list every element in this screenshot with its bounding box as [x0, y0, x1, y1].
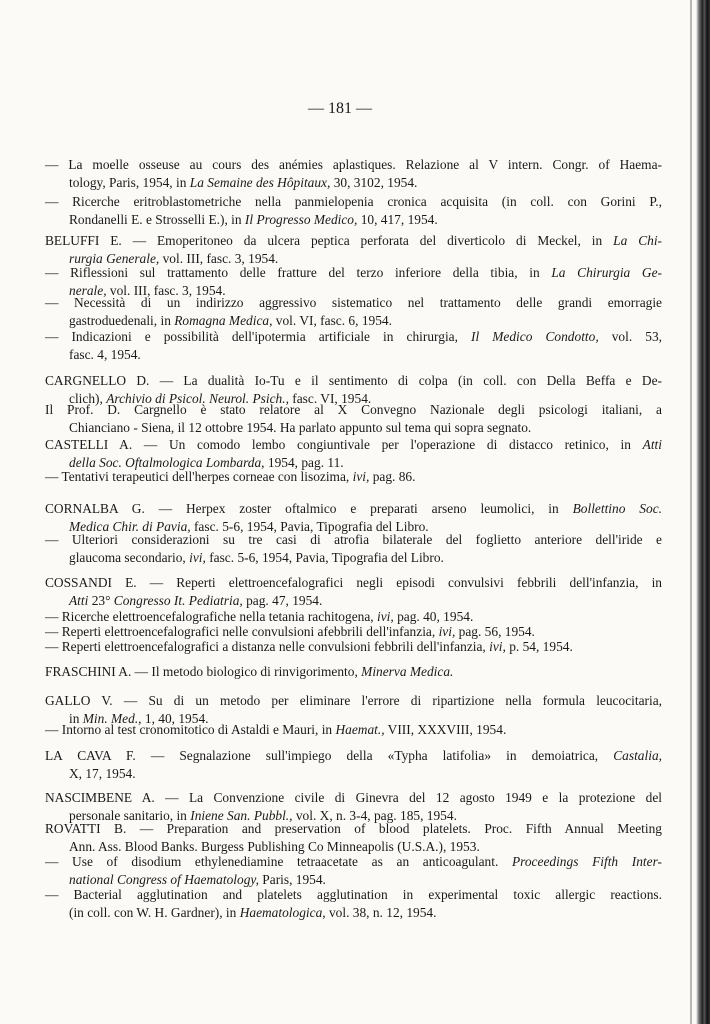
- entry-first-line: [45, 638, 662, 656]
- entry-continuation-line: [45, 174, 662, 192]
- italic-title-text: Congresso It. Pediatria,: [113, 592, 243, 608]
- entry-text: fasc. 4, 1954.: [69, 346, 141, 362]
- entry-first-line: [45, 531, 662, 549]
- entry-text: — Indicazioni e possibilità dell'ipotermia artificiale in chirurgia,: [45, 329, 472, 344]
- entry-continuation-line: [45, 211, 662, 229]
- bibliography-entry: [45, 294, 662, 329]
- entry-text: — Necessità di un indirizzo aggressivo sistematico nel trattamento delle grandi emorragie: [45, 295, 662, 310]
- entry-text: — Reperti elettroencefalografici a distanza nelle convulsioni febbrili dell'infanzia,: [45, 639, 490, 654]
- page-number: — 181 —: [308, 100, 372, 117]
- entry-first-line: [45, 232, 662, 250]
- italic-title-text: della Soc. Oftalmologica Lombarda,: [69, 454, 265, 470]
- entry-text: vol. 38, n. 12, 1954.: [325, 904, 437, 920]
- entry-continuation-line: [45, 419, 662, 437]
- italic-title-text: Archivio di Psicol. Neurol. Psich.,: [106, 390, 289, 406]
- entry-text: pag. 40, 1954.: [393, 609, 474, 624]
- entry-text: 10, 417, 1954.: [357, 211, 438, 227]
- italic-title-text: Bollettino Soc.: [572, 501, 662, 516]
- italic-title-text: ivi,: [189, 549, 206, 565]
- bibliography-entry: [45, 500, 662, 535]
- bibliography-entry: [45, 574, 662, 609]
- entry-first-line: [45, 264, 662, 282]
- entry-text: VIII, XXXVIII, 1954.: [384, 722, 507, 737]
- italic-title-text: Il Medico Condotto,: [471, 329, 599, 344]
- bibliography-entry: [45, 193, 662, 228]
- entry-first-line: [45, 328, 662, 346]
- italic-title-text: Minerva Medica.: [361, 664, 454, 679]
- entry-text: in: [69, 710, 83, 726]
- bibliography-entry: [45, 747, 662, 782]
- entry-text: — Ricerche eritroblastometriche nella panmielopenia cronica acquisita (in coll. con Gorini P.,: [45, 194, 662, 209]
- entry-text: FRASCHINI A. — Il metodo biologico di rinvigorimento,: [45, 664, 362, 679]
- entry-first-line: [45, 436, 662, 454]
- italic-title-text: Min. Med.,: [82, 710, 142, 726]
- bibliography-entry: [45, 886, 662, 921]
- bibliography-entry: [45, 531, 662, 566]
- bibliography-entry: [45, 820, 662, 855]
- italic-title-text: ivi,: [352, 469, 370, 484]
- entry-text: LA CAVA F. — Segnalazione sull'impiego della «Typha latifolia» in demoiatrica,: [45, 748, 614, 763]
- entry-text: 23°: [88, 592, 114, 608]
- entry-text: X, 17, 1954.: [69, 765, 136, 781]
- bibliography-entry: [45, 401, 662, 436]
- italic-title-text: Haemat.,: [335, 722, 385, 737]
- entry-text: Paris, 1954.: [258, 871, 326, 887]
- bibliography-entry: [45, 232, 662, 267]
- entry-text: — Riflessioni sul trattamento delle fratture del terzo inferiore della tibia, in: [45, 265, 552, 280]
- entry-text: — Use of disodium ethylenediamine tetraacetate as an anticoagulant.: [45, 854, 512, 869]
- bibliography-entry: [45, 328, 662, 363]
- italic-title-text: ivi,: [489, 639, 506, 654]
- entry-text: 1954, pag. 11.: [264, 454, 344, 470]
- entry-text: 1, 40, 1954.: [141, 710, 209, 726]
- entry-text: — Ricerche elettroencefalografiche nella tetania rachitogena,: [45, 609, 377, 624]
- italic-title-text: La Chi-: [613, 233, 662, 248]
- entry-first-line: [45, 574, 662, 592]
- entry-continuation-line: [45, 592, 662, 610]
- entry-text: GALLO V. — Su di un metodo per eliminare l'errore di ripartizione nella formula leucocitaria,: [45, 693, 662, 708]
- entry-first-line: [45, 372, 662, 390]
- entry-text: pag. 86.: [369, 469, 416, 484]
- italic-title-text: Proceedings Fifth Inter-: [511, 854, 663, 869]
- entry-first-line: [45, 500, 662, 518]
- bibliography-entry: [45, 638, 662, 656]
- entry-first-line: [45, 156, 662, 174]
- entry-text: — Ulteriori considerazioni su tre casi di atrofia bilaterale del foglietto anteriore dell'iride e: [45, 532, 662, 547]
- italic-title-text: Haematologica,: [239, 904, 326, 920]
- entry-first-line: [45, 468, 662, 486]
- entry-continuation-line: [45, 549, 662, 567]
- bibliography-entry: [45, 721, 662, 739]
- entry-text: Rondanelli E. e Strosselli E.), in: [69, 211, 245, 227]
- italic-title-text: La Semaine des Hôpitaux,: [189, 174, 331, 190]
- bibliography-entry: [45, 663, 662, 681]
- scanned-page-edge-line: [690, 0, 692, 1024]
- bibliography-entry: [45, 789, 662, 824]
- entry-text: CORNALBA G. — Herpex zoster oftalmico e preparati arseno leumolici, in: [45, 501, 573, 516]
- entry-text: vol. 53,: [598, 329, 662, 344]
- entry-text: NASCIMBENE A. — La Convenzione civile di Ginevra del 12 agosto 1949 e la protezione del: [45, 790, 662, 805]
- bibliography-entry: [45, 468, 662, 486]
- entry-continuation-line: [45, 904, 662, 922]
- italic-title-text: ivi,: [438, 624, 456, 639]
- entry-first-line: [45, 401, 662, 419]
- italic-title-text: rurgia Generale,: [69, 250, 160, 266]
- entry-text: (in coll. con W. H. Gardner), in: [69, 904, 240, 920]
- italic-title-text: Il Progresso Medico,: [244, 211, 358, 227]
- entry-text: Ann. Ass. Blood Banks. Burgess Publishing Co Minneapolis (U.S.A.), 1953.: [69, 838, 480, 854]
- entry-text: CARGNELLO D. — La dualità Io-Tu e il sentimento di colpa (in coll. con Della Beffa e De-: [45, 373, 662, 388]
- entry-text: fasc. 5-6, 1954, Pavia, Tipografia del Libro.: [205, 549, 444, 565]
- entry-text: — Intorno al test cronomitotico di Astaldi e Mauri, in: [45, 722, 336, 737]
- italic-title-text: ivi,: [376, 609, 394, 624]
- italic-title-text: nerale,: [69, 282, 107, 298]
- entry-first-line: [45, 692, 662, 710]
- entry-first-line: [45, 747, 662, 765]
- italic-title-text: Romagna Medica,: [174, 312, 273, 328]
- entry-text: — La moelle osseuse au cours des anémies aplastiques. Relazione al V intern. Congr. of Haema-: [45, 157, 662, 172]
- entry-text: — Reperti elettroencefalografici nelle convulsioni afebbrili dell'infanzia,: [45, 624, 439, 639]
- entry-continuation-line: [45, 312, 662, 330]
- scanned-page-edge: [696, 0, 710, 1024]
- entry-text: pag. 56, 1954.: [455, 624, 535, 639]
- entry-text: CASTELLI A. — Un comodo lembo congiuntivale per l'operazione di distacco retinico, in: [45, 437, 643, 452]
- italic-title-text: national Congress of Haematology,: [69, 871, 259, 887]
- entry-first-line: [45, 820, 662, 838]
- entry-text: fasc. VI, 1954.: [288, 390, 372, 406]
- entry-first-line: [45, 853, 662, 871]
- bibliography-entry: [45, 436, 662, 471]
- entry-text: BELUFFI E. — Emoperitoneo da ulcera peptica perforata del diverticolo di Meckel, in: [45, 233, 614, 248]
- entry-first-line: [45, 789, 662, 807]
- entry-text: ROVATTI B. — Preparation and preservation of blood platelets. Proc. Fifth Annual Meeting: [45, 821, 662, 836]
- entry-text: personale sanitario, in: [69, 807, 191, 823]
- entry-first-line: [45, 721, 662, 739]
- bibliography-entry: [45, 156, 662, 191]
- entry-text: vol. X, n. 3-4, pag. 185, 1954.: [292, 807, 457, 823]
- bibliography-entry: [45, 853, 662, 888]
- entry-first-line: [45, 294, 662, 312]
- entry-text: pag. 47, 1954.: [242, 592, 323, 608]
- entry-text: vol. III, fasc. 3, 1954.: [106, 282, 226, 298]
- entry-text: — Tentativi terapeutici dell'herpes corneae con lisozima,: [45, 469, 353, 484]
- entry-text: Chianciano - Siena, il 12 ottobre 1954. Ha parlato appunto sul tema qui sopra segnato.: [69, 419, 532, 435]
- entry-text: clich),: [69, 390, 107, 406]
- entry-text: vol. VI, fasc. 6, 1954.: [272, 312, 392, 328]
- entry-text: gastroduedenali, in: [69, 312, 175, 328]
- entry-text: 30, 3102, 1954.: [330, 174, 418, 190]
- entry-text: p. 54, 1954.: [505, 639, 573, 654]
- italic-title-text: Atti: [642, 437, 662, 452]
- entry-first-line: [45, 663, 662, 681]
- entry-first-line: [45, 886, 662, 904]
- italic-title-text: La Chirurgia Ge-: [551, 265, 663, 280]
- entry-text: Il Prof. D. Cargnello è stato relatore al X Convegno Nazionale degli psicologi italiani, a: [45, 402, 662, 417]
- entry-continuation-line: [45, 346, 662, 364]
- italic-title-text: Iniene San. Pubbl.,: [190, 807, 293, 823]
- italic-title-text: Medica Chir. di Pavia,: [69, 518, 191, 534]
- italic-title-text: Atti: [69, 592, 89, 608]
- italic-title-text: Castalia,: [613, 748, 662, 763]
- entry-text: tology, Paris, 1954, in: [69, 174, 190, 190]
- entry-text: glaucoma secondario,: [69, 549, 190, 565]
- entry-text: — Bacterial agglutination and platelets agglutination in experimental toxic allergic reactions.: [45, 887, 662, 902]
- entry-text: fasc. 5-6, 1954, Pavia, Tipografia del Libro.: [190, 518, 429, 534]
- entry-text: vol. III, fasc. 3, 1954.: [159, 250, 279, 266]
- entry-first-line: [45, 193, 662, 211]
- entry-continuation-line: [45, 765, 662, 783]
- entry-text: COSSANDI E. — Reperti elettroencefalografici negli episodi convulsivi febbrili dell'infanzia, in: [45, 575, 662, 590]
